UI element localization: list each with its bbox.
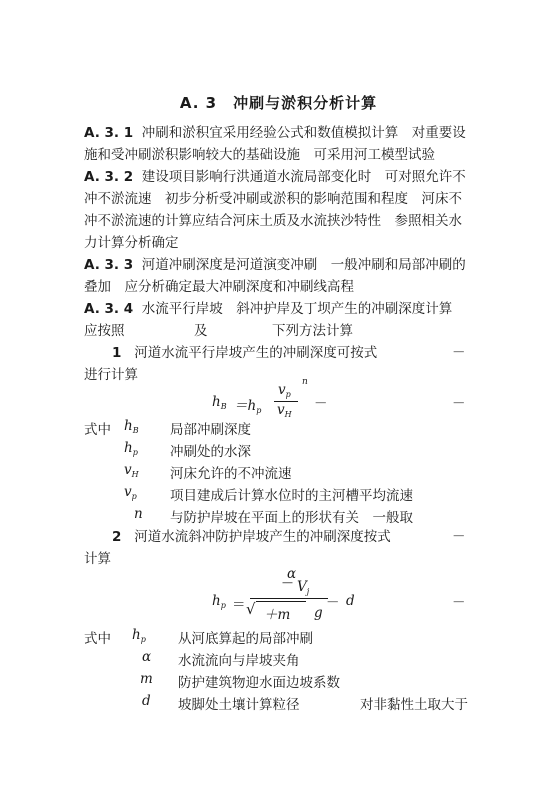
section-title: A. 3 冲刷与淤积分析计算	[179, 94, 378, 112]
clause-a32-line4: 力计算分析确定	[84, 235, 179, 251]
variable-symbol: $h_p$	[132, 627, 146, 644]
variable-description: 从河底算起的局部冲刷	[178, 631, 313, 647]
variable-symbol: m	[140, 671, 153, 687]
clause-text: 建设项目影响行洪通道水流局部变化时 可对照允许不	[141, 169, 466, 185]
item1-line2: 进行计算	[84, 367, 138, 383]
item-number: 1	[112, 345, 122, 361]
clause-a31-line2: 施和受冲刷淤积影响较大的基础设施 可采用河工模型试验	[84, 147, 435, 163]
item-number: 2	[112, 529, 122, 545]
formula2-eqno: －	[452, 595, 466, 611]
item1-line1	[112, 344, 377, 362]
variable-symbol: $h_B$	[124, 418, 139, 435]
variable-description: 局部冲刷深度	[170, 422, 251, 438]
clause-a32-line2: 冲不淤流速 初步分析受冲刷或淤积的影响范围和程度 河床不	[84, 191, 462, 207]
formula2-numerator-dash: —	[282, 576, 293, 589]
clause-a34-line2c: 下列方法计算	[272, 323, 353, 339]
item-text: 河道水流平行岸坡产生的冲刷深度可按式	[134, 345, 378, 361]
formula1-eqno: －	[452, 396, 466, 412]
variable-description: 冲刷处的水深	[170, 444, 251, 460]
clause-a34-line1	[84, 300, 452, 318]
sqrt-overline	[256, 601, 306, 602]
variable-description-tail: 对非黏性土取大于	[360, 697, 468, 713]
variable-symbol: α	[142, 649, 152, 665]
variable-symbol: d	[142, 693, 151, 709]
clause-a34-line2a: 应按照	[84, 323, 125, 339]
equation-ref-dash: －	[452, 345, 466, 361]
variable-description: 坡脚处土壤计算粒径	[178, 697, 300, 713]
equation-ref-dash: －	[452, 529, 466, 545]
clause-number: A. 3. 3	[84, 257, 134, 273]
variable-symbol: $h_p$	[124, 440, 138, 457]
clause-a33-line1	[84, 256, 466, 274]
clause-number: A. 3. 1	[84, 125, 134, 141]
formula2-d: d	[346, 593, 355, 609]
fraction-bar	[250, 598, 328, 599]
item2-line2: 计算	[84, 551, 111, 567]
where-label: 式中	[84, 422, 111, 438]
item2-line1	[112, 528, 391, 546]
variable-description: 项目建成后计算水位时的主河槽平均流速	[170, 488, 413, 504]
clause-number: A. 3. 2	[84, 169, 134, 185]
clause-a32-line1	[84, 168, 466, 186]
clause-a34-line2b: 及	[194, 323, 208, 339]
clause-a33-line2: 叠加 应分析确定最大冲刷深度和冲刷线高程	[84, 279, 354, 295]
item-text: 河道水流斜冲防护岸坡产生的冲刷深度按式	[134, 529, 391, 545]
variable-symbol: $v_p$	[124, 484, 137, 501]
where-label: 式中	[84, 631, 111, 647]
clause-text: 水流平行岸坡 斜冲护岸及丁坝产生的冲刷深度计算	[141, 301, 453, 317]
clause-number: A. 3. 4	[84, 301, 134, 317]
formula1-numerator: $v_p$	[278, 382, 291, 399]
variable-description: 与防护岸坡在平面上的形状有关 一般取	[170, 510, 413, 526]
formula2-denominator-plus: ＋m	[264, 607, 291, 623]
formula1-denominator: $v_H$	[277, 402, 292, 419]
formula2-eq: ＝	[232, 597, 246, 613]
clause-text: 冲刷和淤积宜采用经验公式和数值模拟计算 对重要设	[141, 125, 466, 141]
formula1-exponent: n	[302, 377, 308, 387]
formula2-denominator-g: g	[314, 605, 323, 621]
formula2-lhs: $h_p$	[212, 593, 226, 610]
formula2-tail: －	[326, 595, 340, 611]
variable-description: 防护建筑物迎水面边坡系数	[178, 675, 340, 691]
variable-symbol: n	[134, 506, 143, 522]
formula2-alpha: α	[287, 566, 297, 582]
clause-a31-line1	[84, 124, 466, 142]
clause-text: 河道冲刷深度是河道演变冲刷 一般冲刷和局部冲刷的	[141, 257, 466, 273]
clause-a32-line3: 冲不淤流速的计算应结合河床土质及水流挟沙特性 参照相关水	[84, 213, 462, 229]
formula1-eq: $=h_p$	[234, 398, 262, 415]
sqrt-sign: √	[246, 600, 256, 618]
formula1-tail: －	[314, 396, 328, 412]
formula2-numerator-v: $V_j$	[297, 579, 310, 596]
variable-description: 水流流向与岸坡夹角	[178, 653, 300, 669]
formula1-lhs: $h_B$	[212, 394, 227, 411]
variable-symbol: $v_H$	[124, 462, 139, 479]
variable-description: 河床允许的不冲流速	[170, 466, 292, 482]
